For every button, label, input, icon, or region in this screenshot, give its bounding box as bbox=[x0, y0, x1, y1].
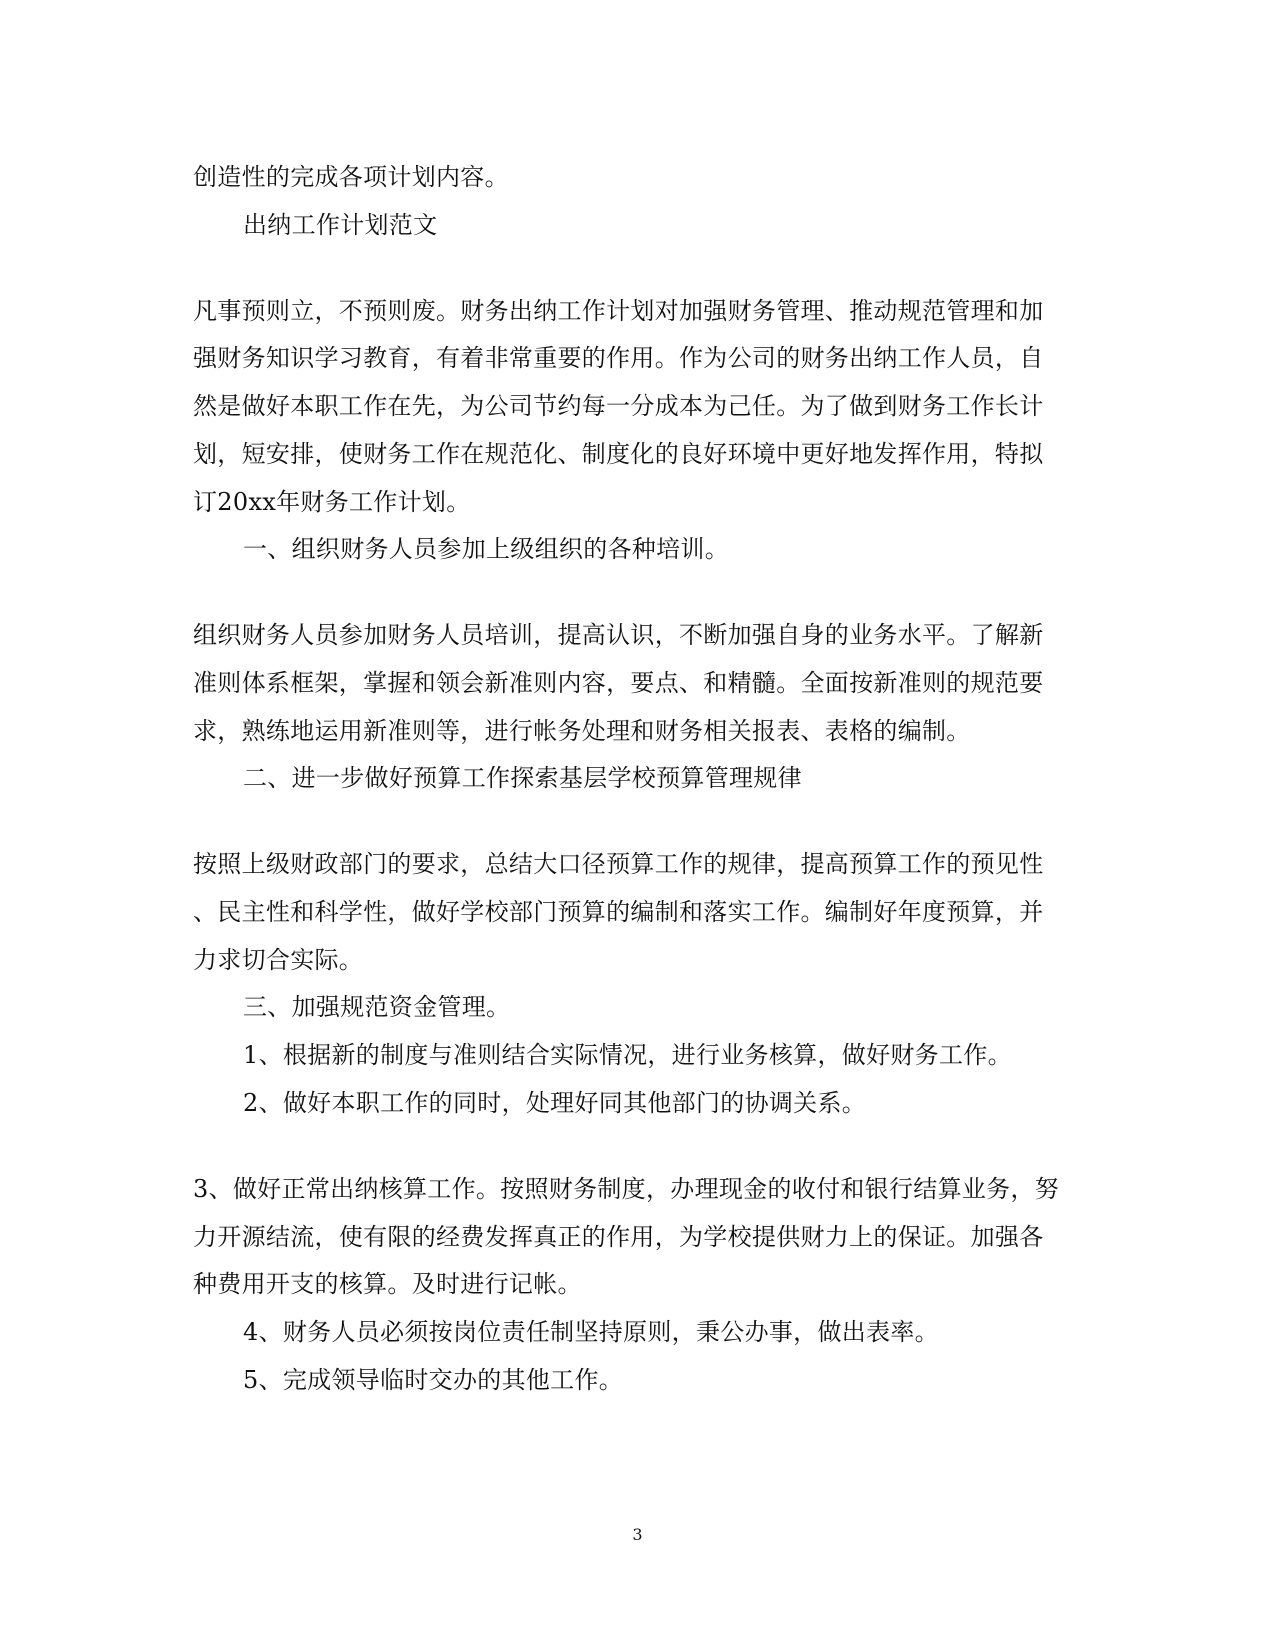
text-line: 求，熟练地运用新准则等，进行帐务处理和财务相关报表、表格的编制。 bbox=[193, 717, 971, 745]
heading-three: 三、加强规范资金管理。 bbox=[243, 993, 511, 1021]
text-line: 凡事预则立，不预则废。财务出纳工作计划对加强财务管理、推动规范管理和加 bbox=[193, 297, 1044, 325]
text-line: 组织财务人员参加财务人员培训，提高认识，不断加强自身的业务水平。了解新 bbox=[193, 621, 1044, 649]
text-line: 准则体系框架，掌握和领会新准则内容，要点、和精髓。全面按新准则的规范要 bbox=[193, 669, 1044, 697]
text-line: 强财务知识学习教育，有着非常重要的作用。作为公司的财务出纳工作人员，自 bbox=[193, 344, 1044, 372]
section-title: 出纳工作计划范文 bbox=[243, 211, 438, 239]
list-item: 1、根据新的制度与准则结合实际情况，进行业务核算，做好财务工作。 bbox=[243, 1041, 1012, 1069]
list-item: 2、做好本职工作的同时，处理好同其他部门的协调关系。 bbox=[243, 1089, 867, 1117]
list-item: 5、完成领导临时交办的其他工作。 bbox=[243, 1366, 624, 1394]
list-item: 4、财务人员必须按岗位责任制坚持原则，秉公办事，做出表率。 bbox=[243, 1318, 939, 1346]
page-number: 3 bbox=[632, 1525, 643, 1544]
text-line: 力开源结流，使有限的经费发挥真正的作用，为学校提供财力上的保证。加强各 bbox=[193, 1223, 1044, 1251]
heading-one: 一、组织财务人员参加上级组织的各种培训。 bbox=[243, 535, 729, 563]
text-line: 力求切合实际。 bbox=[193, 946, 364, 974]
text-line: 按照上级财政部门的要求，总结大口径预算工作的规律，提高预算工作的预见性 bbox=[193, 850, 1044, 878]
text-line: 创造性的完成各项计划内容。 bbox=[193, 163, 509, 191]
text-line: 、民主性和科学性，做好学校部门预算的编制和落实工作。编制好年度预算，并 bbox=[193, 898, 1044, 926]
text-line: 划，短安排，使财务工作在规范化、制度化的良好环境中更好地发挥作用，特拟 bbox=[193, 440, 1044, 468]
text-line: 3、做好正常出纳核算工作。按照财务制度，办理现金的收付和银行结算业务，努 bbox=[193, 1175, 1060, 1203]
heading-two: 二、进一步做好预算工作探索基层学校预算管理规律 bbox=[243, 764, 802, 792]
text-line: 然是做好本职工作在先，为公司节约每一分成本为己任。为了做到财务工作长计 bbox=[193, 392, 1044, 420]
text-line: 订20xx年财务工作计划。 bbox=[193, 488, 471, 516]
text-line: 种费用开支的核算。及时进行记帐。 bbox=[193, 1270, 582, 1298]
